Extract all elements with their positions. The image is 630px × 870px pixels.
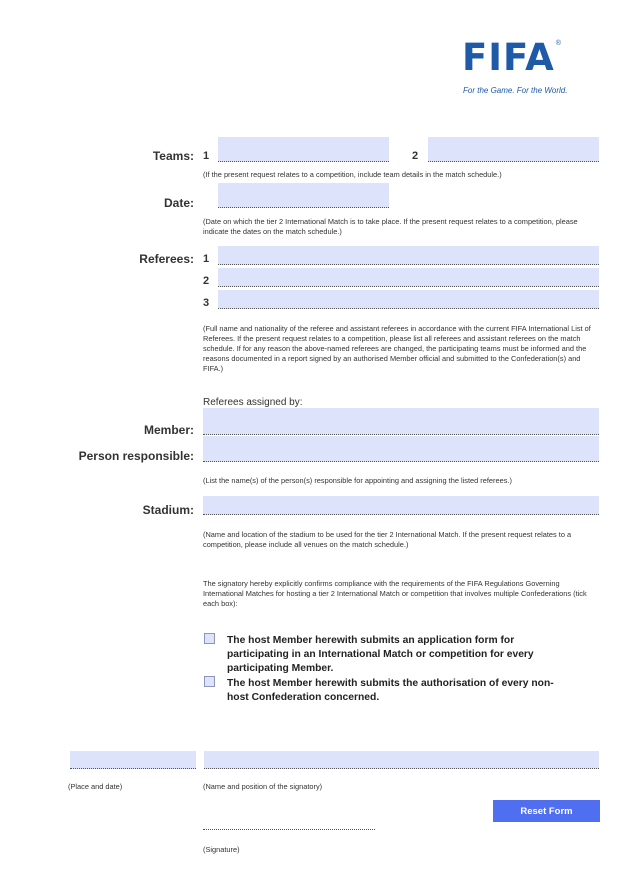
referee-1-number: 1 bbox=[203, 253, 210, 265]
reset-form-button[interactable]: Reset Form bbox=[493, 800, 600, 822]
registered-mark: ® bbox=[555, 40, 561, 47]
signature-line bbox=[203, 828, 375, 830]
tagline: For the Game. For the World. bbox=[463, 86, 568, 95]
member-field[interactable] bbox=[203, 408, 599, 435]
application-form-checkbox[interactable] bbox=[204, 633, 215, 644]
person-responsible-field[interactable] bbox=[203, 436, 599, 462]
referees-assigned-heading: Referees assigned by: bbox=[203, 397, 303, 408]
date-label: Date: bbox=[163, 196, 194, 210]
stadium-label: Stadium: bbox=[142, 503, 194, 517]
fifa-logo-text: FIFA bbox=[462, 36, 555, 79]
team-1-field[interactable] bbox=[218, 137, 389, 162]
team-2-field[interactable] bbox=[428, 137, 599, 162]
fifa-logo bbox=[462, 38, 572, 78]
referee-1-field[interactable] bbox=[218, 246, 599, 265]
teams-label: Teams: bbox=[152, 149, 194, 163]
place-date-field[interactable] bbox=[70, 751, 196, 769]
member-label: Member: bbox=[143, 423, 194, 437]
team-1-number: 1 bbox=[203, 150, 210, 162]
referee-3-number: 3 bbox=[203, 297, 210, 309]
stadium-field[interactable] bbox=[203, 496, 599, 515]
name-position-field[interactable] bbox=[204, 751, 599, 769]
name-position-caption: (Name and position of the signatory) bbox=[203, 782, 323, 791]
signature-caption: (Signature) bbox=[203, 845, 240, 854]
application-form-checkbox-label: The host Member herewith submits an application form for participating in an International Match or competition for every participating Member. bbox=[227, 635, 534, 674]
assigned-note: (List the name(s) of the person(s) responsible for appointing and assigning the listed referees.) bbox=[203, 476, 512, 485]
place-date-caption: (Place and date) bbox=[68, 782, 123, 791]
referee-3-field[interactable] bbox=[218, 290, 599, 309]
stadium-note: (Name and location of the stadium to be used for the tier 2 International Match. If the present request relates to a competition, please include all venues on the match schedule.) bbox=[203, 530, 572, 549]
date-field[interactable] bbox=[218, 183, 389, 208]
person-responsible-label: Person responsible: bbox=[78, 449, 194, 463]
team-2-number: 2 bbox=[412, 150, 419, 162]
referee-2-number: 2 bbox=[203, 275, 210, 287]
teams-note: (If the present request relates to a competition, include team details in the match schedule.) bbox=[203, 170, 502, 179]
referees-label: Referees: bbox=[139, 252, 194, 266]
date-note: (Date on which the tier 2 International Match is to take place. If the present request relates to a competition, please indicate the dates on the match schedule.) bbox=[203, 217, 578, 236]
referees-note: (Full name and nationality of the referee and assistant referees in accordance with the current FIFA International List of Referees. If the present request relates to a competition, please list all referees and assistant referees on the match schedule. If for any reason the above-named referees are changed, the participating teams must be informed and the reasons documented in a report signed by an authorised Member official and submitted to the Confederation(s) and FIFA.) bbox=[203, 324, 591, 373]
confederation-authorisation-checkbox[interactable] bbox=[204, 676, 215, 687]
compliance-statement: The signatory hereby explicitly confirms compliance with the requirements of the FIFA Regulations Governing International Matches for hosting a tier 2 International Match or competition that involves multiple Confederations (tick each box): bbox=[203, 579, 587, 608]
referee-2-field[interactable] bbox=[218, 268, 599, 287]
confederation-authorisation-checkbox-label: The host Member herewith submits the authorisation of every non-host Confederation concerned. bbox=[227, 678, 554, 703]
